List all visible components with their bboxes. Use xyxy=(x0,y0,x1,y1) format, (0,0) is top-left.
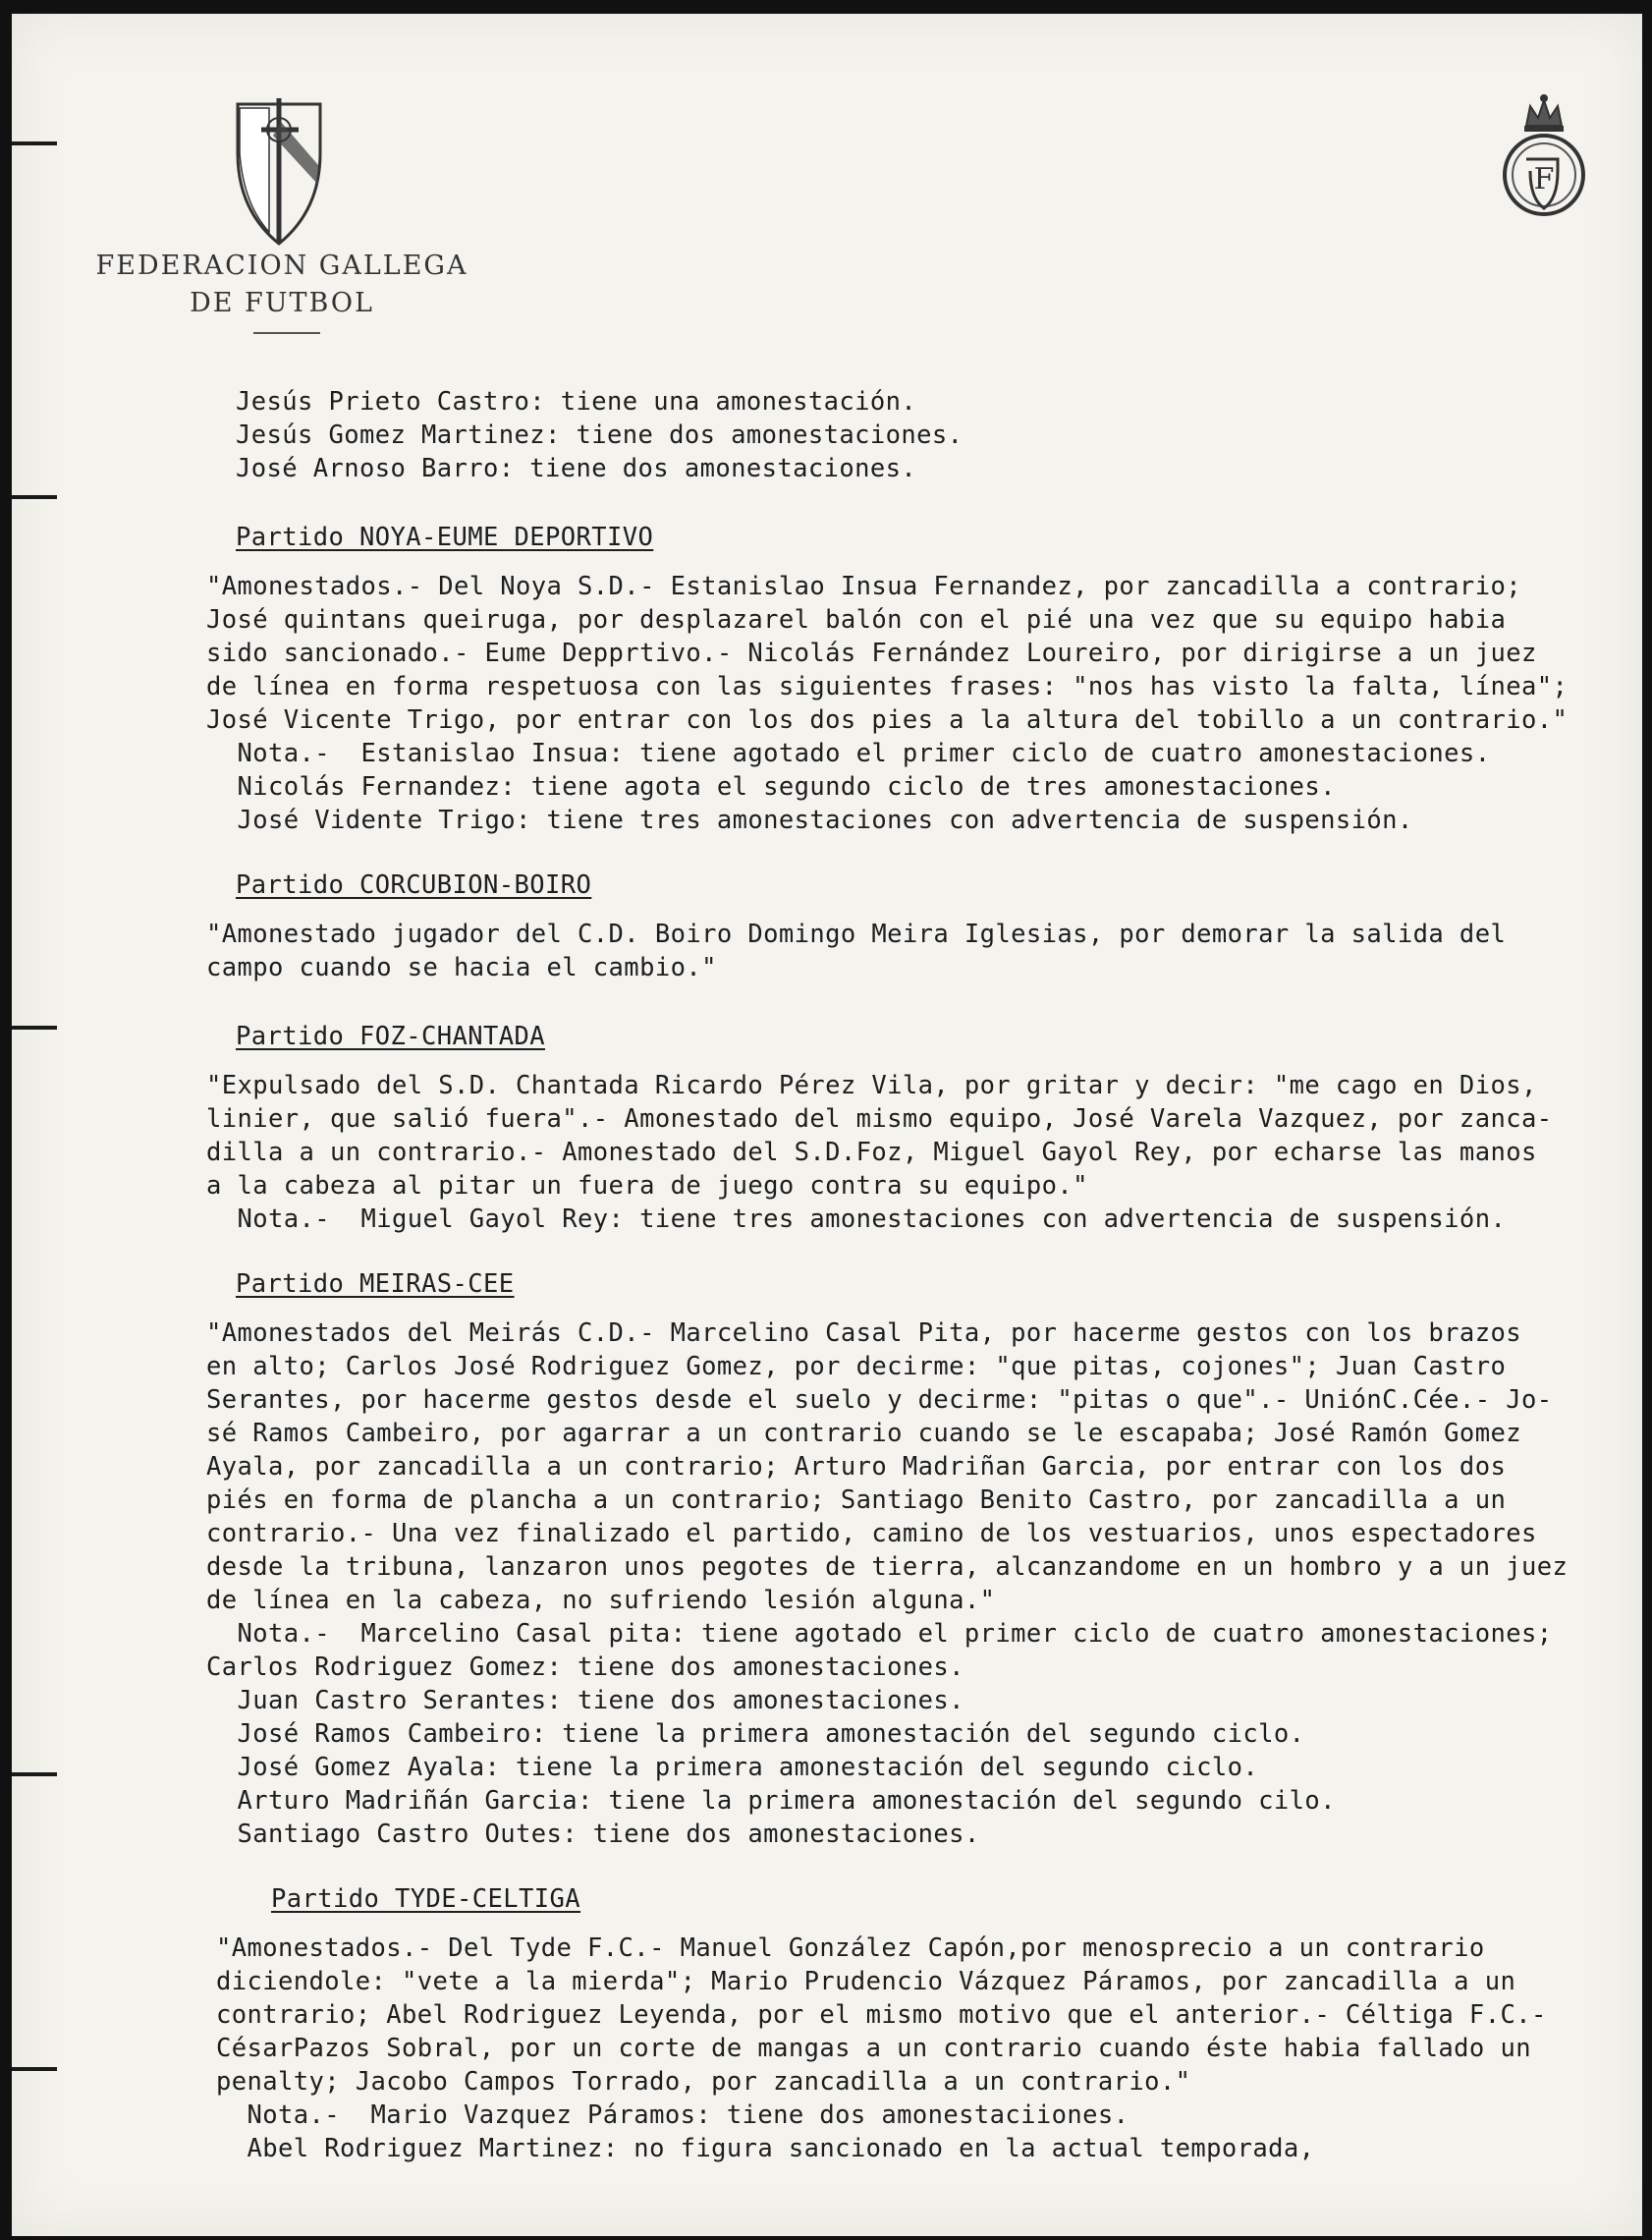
text-line: contrario; Abel Rodriguez Leyenda, por el mismo motivo que el anterior.- Céltiga F.C.- xyxy=(216,2000,1547,2030)
note-line: Santiago Castro Outes: tiene dos amonestaciones. xyxy=(206,1820,980,1849)
intro-line: Jesús Prieto Castro: tiene una amonestación. xyxy=(236,387,917,417)
document-page xyxy=(12,14,1642,2236)
text-line: de línea en la cabeza, no sufriendo lesión alguna." xyxy=(206,1586,996,1615)
section-heading: Partido NOYA-EUME DEPORTIVO xyxy=(236,523,654,552)
federation-name-line1: FEDERACION GALLEGA xyxy=(95,251,468,281)
text-line: "Amonestados.- Del Tyde F.C.- Manuel González Capón,por menosprecio a un contrario xyxy=(216,1933,1485,1963)
section-heading: Partido FOZ-CHANTADA xyxy=(236,1022,546,1051)
text-line: Serantes, por hacerme gestos desde el suelo y decirme: "pitas o que".- UniónC.Cée.- Jo- xyxy=(206,1385,1553,1415)
text-line: contrario.- Una vez finalizado el partido, camino de los vestuarios, unos espectadores xyxy=(206,1519,1537,1548)
text-line: "Expulsado del S.D. Chantada Ricardo Pérez Vila, por gritar y decir: "me cago en Dios, xyxy=(206,1071,1537,1100)
text-line: "Amonestados.- Del Noya S.D.- Estanislao Insua Fernandez, por zancadilla a contrario; xyxy=(206,572,1521,601)
note-line: Nota.- Estanislao Insua: tiene agotado el primer ciclo de cuatro amonestaciones. xyxy=(206,739,1491,768)
text-line: sé Ramos Cambeiro, por agarrar a un contrario cuando se le escapaba; José Ramón Gomez xyxy=(206,1419,1521,1448)
text-line: campo cuando se hacia el cambio." xyxy=(206,953,717,982)
text-line: "Amonestados del Meirás C.D.- Marcelino Casal Pita, por hacerme gestos con los brazos xyxy=(206,1318,1521,1348)
document-body xyxy=(12,14,1642,2236)
note-line: Nota.- Marcelino Casal pita: tiene agotado el primer ciclo de cuatro amonestaciones; xyxy=(206,1619,1553,1649)
note-line: Nota.- Miguel Gayol Rey: tiene tres amonestaciones con advertencia de suspensión. xyxy=(206,1204,1507,1234)
note-line: Abel Rodriguez Martinez: no figura sancionado en la actual temporada, xyxy=(216,2134,1315,2163)
section-heading: Partido CORCUBION-BOIRO xyxy=(236,870,592,900)
text-line: José Vicente Trigo, por entrar con los dos pies a la altura del tobillo a un contrario." xyxy=(206,705,1569,735)
text-line: "Amonestado jugador del C.D. Boiro Domingo Meira Iglesias, por demorar la salida del xyxy=(206,920,1507,949)
section-heading: Partido MEIRAS-CEE xyxy=(236,1269,515,1299)
note-line: José Ramos Cambeiro: tiene la primera amonestación del segundo ciclo. xyxy=(206,1719,1305,1749)
text-line: diciendole: "vete a la mierda"; Mario Prudencio Vázquez Páramos, por zancadilla a un xyxy=(216,1967,1516,1996)
note-line: Nicolás Fernandez: tiene agota el segundo ciclo de tres amonestaciones. xyxy=(206,772,1336,802)
note-line: Juan Castro Serantes: tiene dos amonestaciones. xyxy=(206,1686,964,1715)
text-line: Ayala, por zancadilla a un contrario; Arturo Madriñan Garcia, por entrar con los dos xyxy=(206,1452,1507,1482)
text-line: a la cabeza al pitar un fuera de juego contra su equipo." xyxy=(206,1171,1088,1201)
text-line: CésarPazos Sobral, por un corte de mangas a un contrario cuando éste habia fallado un xyxy=(216,2034,1531,2063)
note-line: Nota.- Mario Vazquez Páramos: tiene dos amonestaciiones. xyxy=(216,2100,1129,2130)
text-line: penalty; Jacobo Campos Torrado, por zancadilla a un contrario." xyxy=(216,2067,1191,2097)
note-line: José Gomez Ayala: tiene la primera amonestación del segundo ciclo. xyxy=(206,1753,1259,1782)
note-line: Carlos Rodriguez Gomez: tiene dos amonestaciones. xyxy=(206,1652,964,1682)
text-line: José quintans queiruga, por desplazarel balón con el pié una vez que su equipo habia xyxy=(206,605,1507,635)
federation-name-line2: DE FUTBOL xyxy=(190,288,374,318)
text-line: piés en forma de plancha a un contrario; Santiago Benito Castro, por zancadilla a un xyxy=(206,1485,1507,1515)
intro-line: Jesús Gomez Martinez: tiene dos amonestaciones. xyxy=(236,420,964,450)
text-line: dilla a un contrario.- Amonestado del S.D.Foz, Miguel Gayol Rey, por echarse las manos xyxy=(206,1138,1537,1167)
svg-text:F: F xyxy=(1533,162,1555,196)
section-heading: Partido TYDE-CELTIGA xyxy=(271,1884,581,1914)
text-line: desde la tribuna, lanzaron unos pegotes de tierra, alcanzandome en un hombro y a un juez xyxy=(206,1552,1569,1582)
intro-line: José Arnoso Barro: tiene dos amonestaciones. xyxy=(236,454,917,483)
note-line: Arturo Madriñán Garcia: tiene la primera amonestación del segundo cilo. xyxy=(206,1786,1336,1816)
text-line: en alto; Carlos José Rodriguez Gomez, por decirme: "que pitas, cojones"; Juan Castro xyxy=(206,1352,1507,1381)
note-line: José Vidente Trigo: tiene tres amonestaciones con advertencia de suspensión. xyxy=(206,806,1413,835)
text-line: linier, que salió fuera".- Amonestado del mismo equipo, José Varela Vazquez, por zanca- xyxy=(206,1104,1553,1134)
text-line: sido sancionado.- Eume Depprtivo.- Nicolás Fernández Loureiro, por dirigirse a un juez xyxy=(206,639,1537,668)
text-line: de línea en forma respetuosa con las siguientes frases: "nos has visto la falta, línea"; xyxy=(206,672,1569,701)
